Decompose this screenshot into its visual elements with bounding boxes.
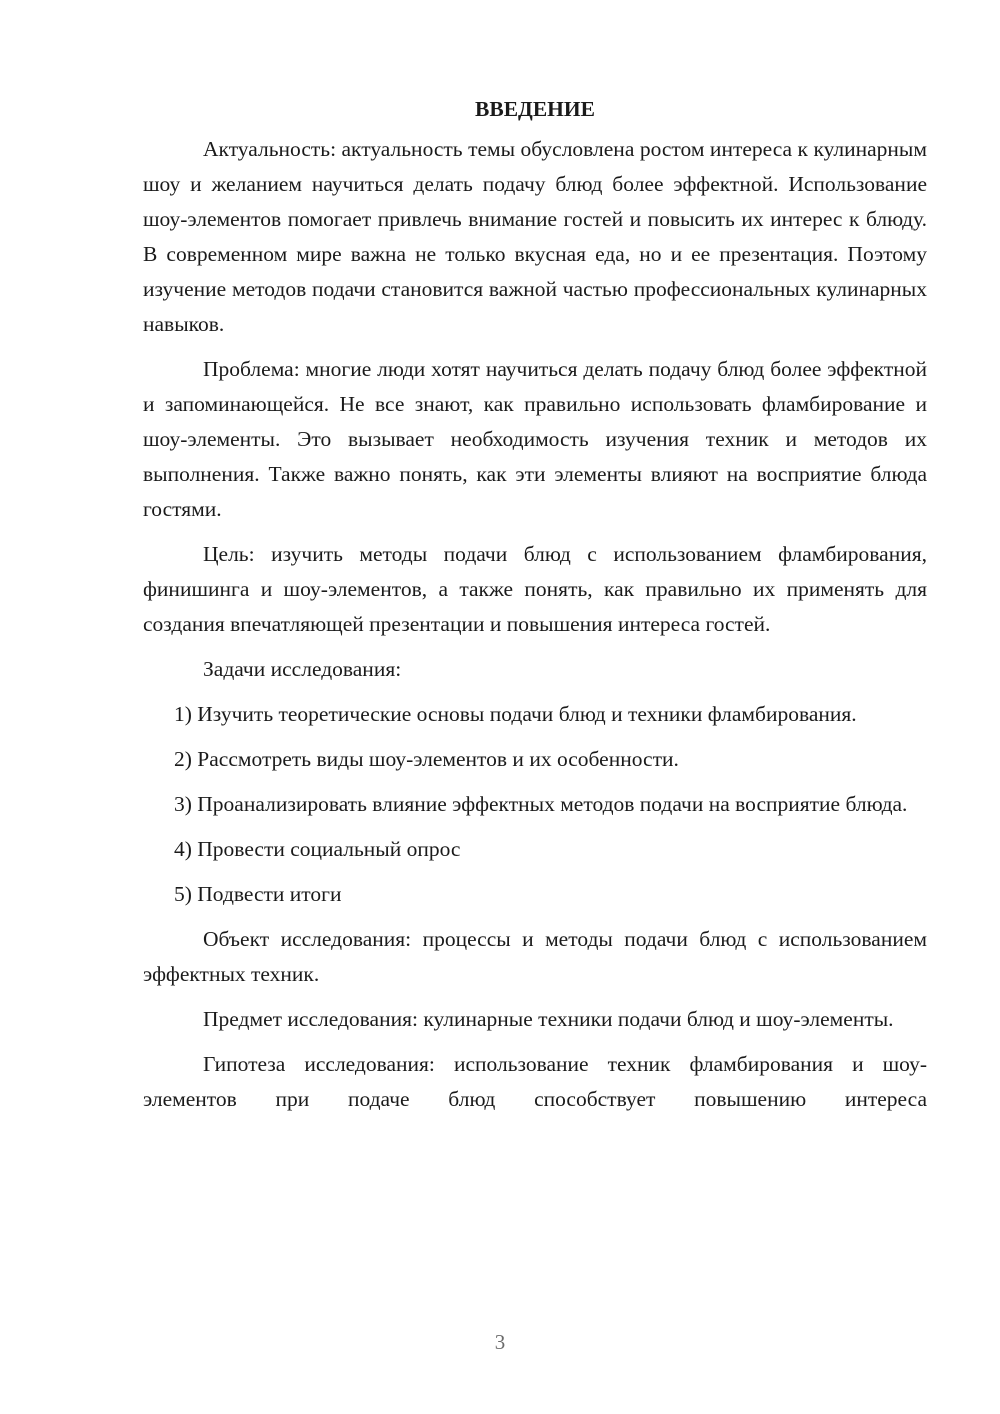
paragraph-subject: Предмет исследования: кулинарные техники подачи блюд и шоу-элементы. [203, 1007, 894, 1031]
paragraph-goal: Цель: изучить методы подачи блюд с использованием фламбирования, финишинга и шоу-элементов, а также понять, как правильно их применять для создания впечатляющей презентации и повышения интереса гостей. [143, 542, 927, 636]
paragraph-hypothesis: Гипотеза исследования: использование техник фламбирования и шоу-элементов при подаче блюд способствует повышению интереса [143, 1052, 927, 1111]
task-item-4: 4) Провести социальный опрос [174, 837, 461, 861]
task-item-5: 5) Подвести итоги [174, 882, 342, 906]
task-item-1: 1) Изучить теоретические основы подачи блюд и техники фламбирования. [174, 702, 857, 726]
document-page [143, 92, 927, 1127]
paragraph-problem: Проблема: многие люди хотят научиться делать подачу блюд более эффектной и запоминающейся. Не все знают, как правильно использовать фламбирование и шоу-элементы. Это вызывает необходимость изучения техник и методов их выполнения. Также важно понять, как эти элементы влияют на восприятие блюда гостями. [143, 357, 927, 521]
paragraph-object: Объект исследования: процессы и методы подачи блюд с использованием эффектных техник. [143, 927, 927, 986]
page-number: 3 [494, 1330, 506, 1354]
paragraph-relevance: Актуальность: актуальность темы обусловлена ростом интереса к кулинарным шоу и желанием научиться делать подачу блюд более эффектной. Использование шоу-элементов помогает привлечь внимание гостей и повысить их интерес к блюду. В современном мире важна не только вкусная еда, но и ее презентация. Поэтому изучение методов подачи становится важной частью профессиональных кулинарных навыков. [143, 137, 927, 336]
task-item-2: 2) Рассмотреть виды шоу-элементов и их особенности. [174, 747, 679, 771]
section-title: ВВЕДЕНИЕ [475, 97, 595, 121]
tasks-heading: Задачи исследования: [203, 657, 402, 681]
task-item-3: 3) Проанализировать влияние эффектных методов подачи на восприятие блюда. [174, 792, 908, 816]
